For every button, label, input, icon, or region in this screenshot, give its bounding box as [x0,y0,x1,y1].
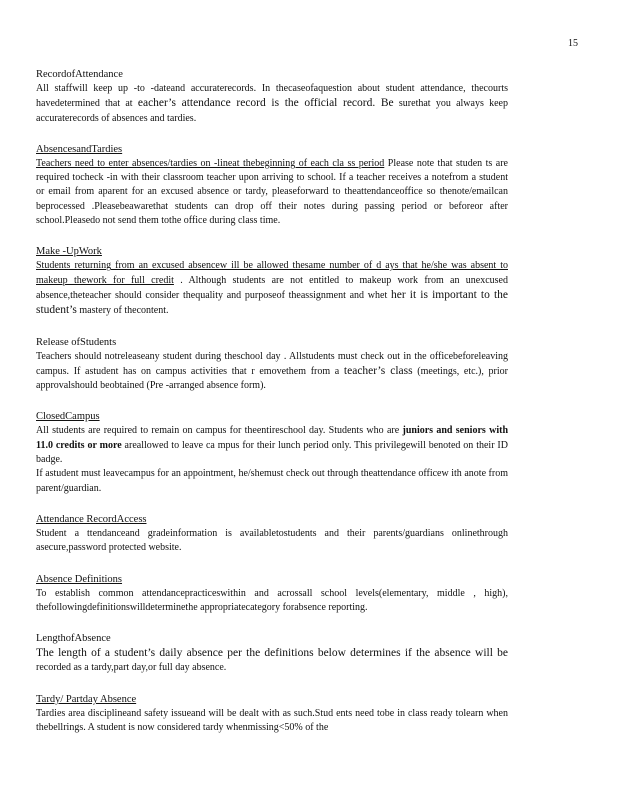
section-attendance-record-access [36,509,508,556]
section-closed-campus [36,406,508,495]
section-tardy-partday-absence [36,689,508,736]
section-absences-and-tardies [36,139,508,228]
section-heading: Release ofStudents [36,336,117,348]
section-absence-definitions [36,569,508,616]
text-run: (meetings, etc.), prior approvalshould beobtained (Pre -arranged absence form). [36,365,508,392]
text-run: teacher’s class [343,364,413,377]
text-run-bold: juniors and seniors with 11.0 credits or more [36,425,509,451]
section-paragraph: Student a ttendanceand gradeinformation is availabletostudents and their parents/guardians onlinethrough asecure,password protected website. [36,527,508,554]
section-heading: RecordofAttendance [36,69,123,80]
section-heading: ClosedCampus [36,411,100,423]
section-heading: Make -UpWork [36,246,102,258]
section-heading: Attendance RecordAccess [36,513,147,525]
text-run: mastery of thecontent. [76,305,169,317]
text-run: eacher’s attendance record is the official record. Be [137,97,394,110]
section-heading: Tardy/ Partday Absence [36,693,137,705]
section-make-up-work [36,241,508,318]
text-run: Teachers need to enter absences/tardies on -lineat thebeginning of each cla ss period [36,157,385,169]
text-run: Students returning from an excused absencew ill be allowed thesame number of d ays that he/she was absent to makeup thework for full credit [36,260,508,286]
section-paragraph [36,82,508,126]
text-run: Teachers should notreleaseany student during theschool day . Allstudents must check out in the officebeforeleaving campus. If astudent has on campus activities that r emovethem from a [36,350,508,377]
section-heading: LengthofAbsence [36,633,111,645]
section-paragraph [36,424,508,467]
section-paragraph: If astudent must leavecampus for an appointment, he/shemust check out through theattendance officew ith anote from parent/guardian. [36,468,508,494]
section-paragraph [36,350,508,394]
text-run: surethat you always keep accuraterecords of absences and tardies. [36,98,508,124]
text-run: All students are required to remain on campus for theentireschool day. Students who are [36,425,403,437]
section-heading: AbsencesandTardies [36,143,123,155]
text-run: Please note that studen ts are required tocheck -in with their classroom teacher upon arriving to school. If a teacher receives a notefrom a student or email from aparent for an excused absence or tardy, pleaseforward to theattendanceoffice so thenote/emailcan beprocessed .Pleasebeawarethat students can drop off their notes during passing period or beforeor after school.Pleasedo not send them tothe office during class time. [36,157,508,227]
text-run: The length of a student’s daily absence per the definitions below determines if the absence will be [36,647,508,660]
section-length-of-absence [36,628,508,676]
text-run: . Although students are not entitled to makeup work from an unexcused absence,theteacher should consider thequality and purposeof theassignment and whet [36,274,508,301]
text-run: areallowed to leave ca mpus for their lunch period only. This privilegewill benoted on their ID badge. [36,439,508,466]
section-release-of-students [36,332,508,394]
text-run: All staffwill keep up -to -dateand accuraterecords. In thecaseofaquestion about student attendance, thecourts havedetermined that at [36,83,508,110]
text-run: her it is important to the student’s [36,288,509,317]
section-paragraph [36,157,508,228]
section-paragraph: To establish common attendancepracticeswithin and acrossall school levels(elementary, middle , high), thefollowingdefinitionswilldeterminethe appropriatecategory forabsence reporting. [36,587,508,613]
page-number: 15 [568,38,578,49]
section-paragraph [36,646,508,676]
section-paragraph [36,259,508,318]
section-paragraph: Tardies area disciplineand safety issueand will be dealt with as such.Stud ents need tobe in class ready tolearn when thebellrings. A student is now considered tardy whenmissing<50% of the [36,707,508,734]
text-run: recorded as a tardy,part day,or full day absence. [36,662,227,674]
section-record-of-attendance [36,64,508,126]
section-heading: Absence Definitions [36,573,123,585]
document-body [36,64,508,748]
